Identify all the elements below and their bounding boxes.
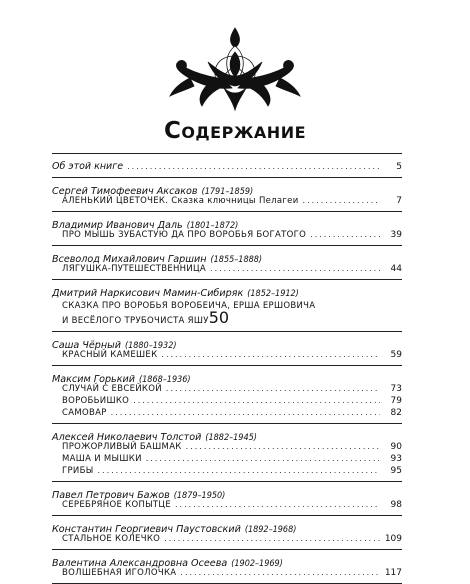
work-item	[52, 195, 402, 207]
author-line	[52, 520, 402, 533]
author-years: (1855–1888)	[210, 255, 263, 265]
page-number: 73	[390, 384, 402, 394]
author-name: Саша Чёрный	[52, 340, 121, 351]
author-name: Дмитрий Наркисович Мамин-Сибиряк	[52, 288, 244, 299]
author-name: Владимир Иванович Даль	[52, 220, 183, 231]
dot-leader	[98, 465, 381, 477]
toc-author-entry	[52, 516, 402, 549]
page-number: 7	[396, 196, 402, 206]
author-line	[52, 216, 402, 229]
dot-leader	[175, 499, 380, 511]
dot-leader	[133, 395, 380, 407]
page-number: 79	[390, 396, 402, 406]
work-title: САМОВАР	[62, 408, 107, 418]
toc-author-entry	[52, 482, 402, 515]
work-title: ЛЯГУШКА-ПУТЕШЕСТВЕННИЦА	[62, 264, 207, 274]
page-title: Содержание	[163, 118, 307, 144]
author-line	[52, 428, 402, 441]
author-line	[52, 486, 402, 499]
dot-leader	[146, 453, 380, 465]
work-item	[52, 453, 402, 465]
dot-leader	[164, 533, 380, 545]
page-number: 95	[390, 466, 402, 476]
toc-author-entry	[52, 280, 402, 331]
work-item	[52, 229, 402, 241]
work-item	[52, 297, 402, 327]
author-years: (1892–1968)	[244, 525, 297, 535]
toc-author-entry	[52, 212, 402, 245]
work-title: И ВЕСЁЛОГО ТРУБОЧИСТА ЯШУ	[62, 316, 209, 326]
work-item	[52, 441, 402, 453]
toc-author-entry	[52, 332, 402, 365]
lotus-ornament-icon	[168, 26, 302, 112]
author-line	[52, 182, 402, 195]
author-name: Алексей Николаевич Толстой	[52, 432, 202, 443]
author-years: (1879–1950)	[173, 491, 226, 501]
dot-leader	[111, 407, 380, 419]
author-name: Сергей Тимофеевич Аксаков	[52, 186, 198, 197]
author-name: Максим Горький	[52, 374, 135, 385]
work-item	[52, 395, 402, 407]
page-number: 90	[390, 442, 402, 452]
toc-about-entry	[52, 154, 402, 177]
work-title: СЕРЕБРЯНОЕ КОПЫТЦЕ	[62, 500, 171, 510]
dot-leader	[186, 441, 380, 453]
toc-author-entry	[52, 424, 402, 481]
author-name: Валентина Александровна Осеева	[52, 558, 228, 569]
dot-leader	[303, 195, 380, 207]
page-number: 5	[396, 162, 402, 172]
author-name: Павел Петрович Бажов	[52, 490, 170, 501]
author-years: (1801–1872)	[186, 221, 239, 231]
dot-leader	[161, 349, 380, 361]
page-number: 59	[390, 350, 402, 360]
author-line	[52, 370, 402, 383]
work-title: ВОЛШЕБНАЯ ИГОЛОЧКА	[62, 568, 177, 578]
work-title: ПРО МЫШЬ ЗУБАСТУЮ ДА ПРО ВОРОБЬЯ БОГАТОГО	[62, 230, 307, 240]
work-item	[52, 465, 402, 477]
author-years: (1882–1945)	[205, 433, 257, 443]
work-item	[52, 383, 402, 395]
author-years: (1852–1912)	[247, 289, 299, 299]
page-number: 82	[390, 408, 402, 418]
page-number: 93	[390, 454, 402, 464]
author-line	[52, 284, 402, 297]
author-years: (1868–1936)	[138, 375, 191, 385]
toc-author-entry	[52, 178, 402, 211]
about-book-label: Об этой книге	[52, 161, 124, 172]
dot-leader	[166, 383, 380, 395]
work-title: КРАСНЫЙ КАМЕШЕК	[62, 350, 158, 360]
dot-leader	[180, 567, 380, 579]
toc-author-entry	[52, 366, 402, 423]
author-years: (1880–1932)	[124, 341, 177, 351]
author-name: Всеволод Михайлович Гаршин	[52, 254, 207, 265]
work-title: ПРОЖОРЛИВЫЙ БАШМАК	[62, 442, 182, 452]
toc-author-entry	[52, 246, 402, 279]
page-number: 109	[384, 534, 402, 544]
work-item	[52, 533, 402, 545]
toc-entries	[52, 178, 402, 584]
toc-author-entry	[52, 550, 402, 583]
table-of-contents	[52, 153, 402, 584]
work-title: СКАЗКА ПРО ВОРОБЬЯ ВОРОБЕИЧА, ЕРША ЕРШОВИЧА	[62, 301, 316, 311]
dot-leader	[127, 160, 380, 173]
work-item	[52, 407, 402, 419]
work-item	[52, 349, 402, 361]
author-name: Константин Георгиевич Паустовский	[52, 524, 241, 535]
author-line	[52, 336, 402, 349]
author-years: (1902–1969)	[231, 559, 283, 569]
author-line	[52, 554, 402, 567]
dot-leader	[310, 229, 380, 241]
work-title: СЛУЧАЙ С ЕВСЕЙКОЙ	[62, 384, 162, 394]
work-title: МАША И МЫШКИ	[62, 454, 142, 464]
work-title: ВОРОБЬИШКО	[62, 396, 130, 406]
page-number: 117	[384, 568, 402, 578]
work-title: СТАЛЬНОЕ КОЛЕЧКО	[62, 534, 161, 544]
page-number: 50	[208, 308, 230, 327]
dot-leader	[210, 263, 380, 275]
work-title: ГРИБЫ	[62, 466, 94, 476]
work-item	[52, 263, 402, 275]
work-item	[52, 499, 402, 511]
page-number: 39	[390, 230, 402, 240]
page-number: 44	[390, 264, 402, 274]
author-line	[52, 250, 402, 263]
work-item	[52, 567, 402, 579]
work-title: АЛЕНЬКИЙ ЦВЕТОЧЕК. Сказка ключницы Пелагеи	[62, 196, 299, 206]
page-number: 98	[390, 500, 402, 510]
author-years: (1791–1859)	[201, 187, 254, 197]
